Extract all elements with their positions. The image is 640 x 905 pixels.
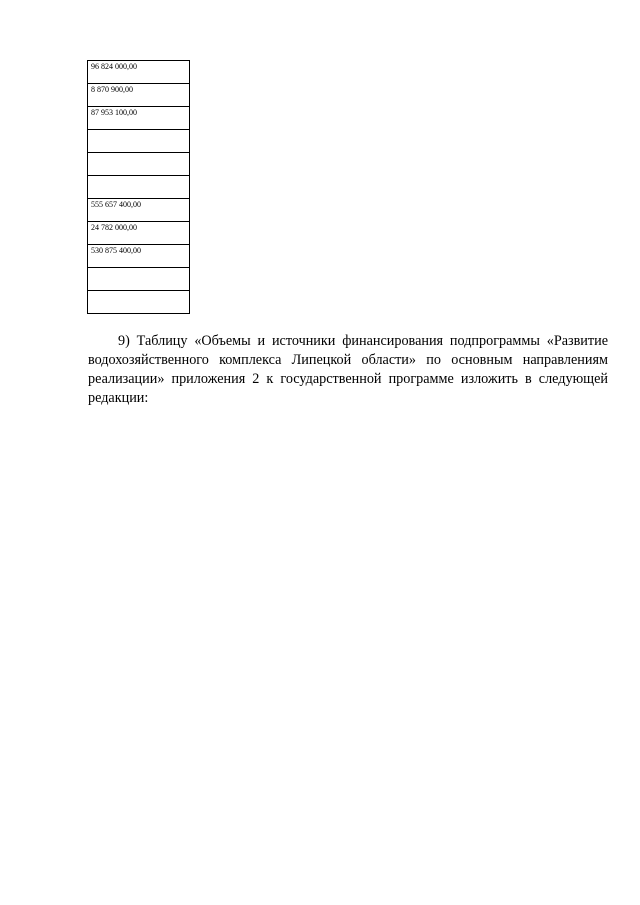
table-row <box>88 268 190 291</box>
table-cell <box>88 153 190 176</box>
cell-value: 530 875 400,00 <box>91 246 141 255</box>
table-row <box>88 130 190 153</box>
funding-amount-table <box>87 60 190 314</box>
table-row <box>88 291 190 314</box>
table-cell <box>88 199 190 222</box>
cell-value <box>91 130 189 131</box>
cell-value: 87 953 100,00 <box>91 108 137 117</box>
table-row <box>88 245 190 268</box>
table-row <box>88 153 190 176</box>
cell-value <box>91 153 189 154</box>
table-row <box>88 107 190 130</box>
cell-value: 96 824 000,00 <box>91 62 137 71</box>
cell-value <box>91 268 189 269</box>
table-row <box>88 84 190 107</box>
table-cell <box>88 176 190 199</box>
cell-value <box>91 176 189 177</box>
table-row <box>88 199 190 222</box>
cell-value <box>91 291 189 292</box>
cell-value: 555 657 400,00 <box>91 200 141 209</box>
table-cell <box>88 84 190 107</box>
table-cell <box>88 268 190 291</box>
table-row <box>88 176 190 199</box>
table-cell <box>88 61 190 84</box>
cell-value: 24 782 000,00 <box>91 223 137 232</box>
cell-value: 8 870 900,00 <box>91 85 133 94</box>
table-cell <box>88 291 190 314</box>
table-cell <box>88 107 190 130</box>
table-cell <box>88 130 190 153</box>
table-cell <box>88 245 190 268</box>
table-row <box>88 222 190 245</box>
amendment-paragraph: 9) Таблицу «Объемы и источники финансирования подпрограммы «Развитие водохозяйственного комплекса Липецкой области» по основным направлениям реализации» приложения 2 к государственной программе изложить в следующей редакции: <box>88 333 608 406</box>
table-row <box>88 61 190 84</box>
table-cell <box>88 222 190 245</box>
